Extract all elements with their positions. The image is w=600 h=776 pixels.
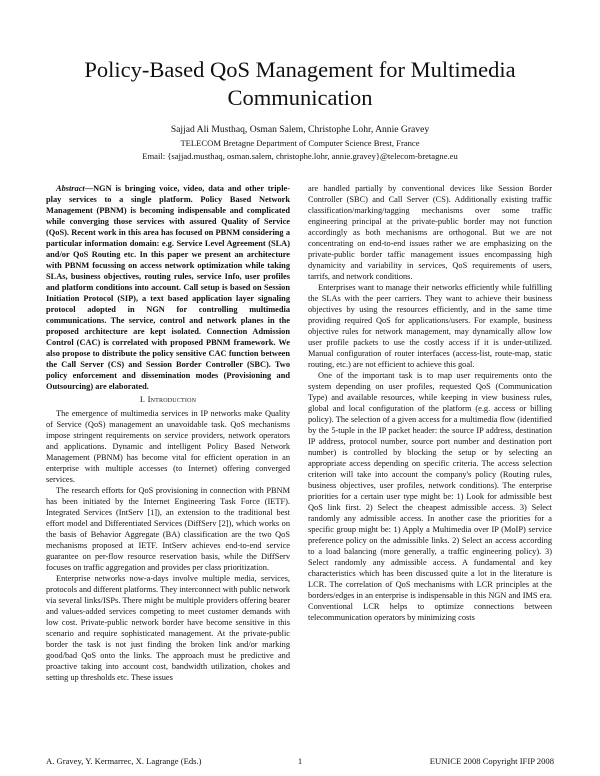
page-number: 1 <box>297 756 303 766</box>
intro-paragraph-1: The emergence of multimedia services in IP networks make Quality of Service (QoS) management an unavoidable task. QoS mechanisms impose stringent requirements on service providers, network operators and applications. Dynamic and intelligent Policy Based Network Management (PBNM) has become vital for efficient operation in an enterprise with multiple accesses (to Internet) offering converged services. <box>46 409 290 484</box>
author-list: Sajjad Ali Musthaq, Osman Salem, Christophe Lohr, Annie Gravey <box>170 124 430 135</box>
footer-editors: A. Gravey, Y. Kermarrec, X. Lagrange (Eds.) <box>46 756 202 766</box>
abstract-label: Abstract <box>56 184 85 193</box>
intro-paragraph-3: Enterprise networks now-a-days involve multiple media, services, protocols and different platforms. They interconnect with public network via several links/ISPs. There might be multiple providers offering bearer and values-added services competing to meet customer demands with low cost. Private-public network border have become sensitive in this scenario and require sophisticated management. At the private-public border the task is not just finding the broken link and/or marking good/bad QoS onto the links. The approach must be predictive and proactive taking into account cost, bandwidth utilization, chokes and setting up thresholds etc. These issues <box>46 574 290 682</box>
section-heading-introduction: I. Introduction <box>139 394 197 404</box>
intro-paragraph-4: Enterprises want to manage their networks efficiently while fulfilling the SLAs with the peer carriers. They want to achieve their business objectives by using the resources efficiently, and in the same time providing required QoS for applications/users. For example, business objective rules for network management, may dynamically allow low user profile packets to use the costly access if it is under-utilized. Manual configuration of router interfaces (access-list, route-map, static routing, etc.) are not efficient to achieve this goal. <box>308 283 552 369</box>
author-emails: Email: {sajjad.musthaq, osman.salem, christophe.lohr, annie.gravey}@telecom-bretagne.eu <box>142 151 458 161</box>
abstract <box>46 183 290 392</box>
abstract-text: —NGN is bringing voice, video, data and other triple-play services to a single platform. Policy Based Network Management (PBNM) is becoming indispensable and complicated while converging those services with assured Quality of Service (QoS). Recent work in this area has focused on PBNM considering a particular information domain: e.g. Service Level Agreement (SLA) and/or QoS Routing etc. In this paper we present an architecture with PBNM focussing on access network optimization while taking SLAs, business objectives, routing rules, service Info, user profiles and platform conditions into account. Call setup is based on Session Initiation Protocol (SIP), a text based application layer signaling protocol adopted in NGN for controlling multimedia communications. The service, control and network planes in the proposed architecture are kept isolated. Connection Admission Control (CAC) is correlated with proposed PBNM framework. We also propose to distribute the policy sensitive CAC function between the Call Server (CS) and Session Border Controller (SBC). Two policy enforcement and dissemination modes (Provisioning and Outsourcing) are elaborated. <box>46 184 290 391</box>
left-column <box>46 183 290 743</box>
intro-paragraph-2: The research efforts for QoS provisioning in connection with PBNM has been initiated by the Internet Engineering Task Force (IETF). Integrated Services (IntServ [1]), an extension to the traditional best effort model and Differentiated Services (DiffServ [2]), which works on the basis of Behavior Aggregate (BA) classification are the two QoS mechanisms proposed at IETF. IntServ achieves end-to-end service guarantee on per-flow resource reservation basis, while the DiffServ focuses on traffic aggregation and provides per class prioritization. <box>46 486 290 572</box>
right-column <box>308 183 552 743</box>
intro-paragraph-3-continued: are handled partially by conventional devices like Session Border Controller (SBC) and Call Server (CS). Additionally existing traffic classification/marking/tagging mechanisms over some traffic engineering principal at the private-public border may not function accordingly as both mechanisms are orthogonal. But we are not concentrating on end-to-end issues rather we are emphasizing on the private-public border taffic management issues encompassing high dynamicity and variability in services, QoS requirements of users, tarrifs, and network conditions. <box>308 184 552 281</box>
paper-title: Policy-Based QoS Management for Multimedia Communication <box>84 57 516 110</box>
intro-paragraph-5: One of the important task is to map user requirements onto the system depending on user profiles, requested QoS (Communication Type) and available resources, while keeping in view business rules, global and local configuration of the platform (e.g. access or billing policy). The selection of a given access for a multimedia flow (identified by the 5-tuple in the IP packet header: the source IP address, destination IP address, protocol number, source port number and destination port number) is controlled by blocking the setup or by selecting an appropriate access depending on specific criteria. The access selection criterion will take into account the company's policy (Routing rules, business objectives, user profiles, network conditions). The enterprise priorities for a certain user type might be: 1) Look for admissible best QoS link first. 2) Select the cheapest admissible access. 3) Select randomly any admissible access. In another case the priorities for a specific group might be: 1) Apply a Multimedia over IP (MoIP) service preference policy on the admissible links. 2) Select an access according to a load balancing (more generally, a traffic engineering policy). 3) Select randomly any admissible access. A fundamental and key characteristics which has been discussed quite a lot in the literature is LCR. The correlation of QoS mechanisms with LCR principles at the borders/edges in an enterprise is indispensable in this NGN and IMS era. Conventional LCR helps to optimize connections between telecommunication operators by minimizing costs <box>308 371 552 622</box>
affiliation: TELECOM Bretagne Department of Computer Science Brest, France <box>180 138 420 148</box>
footer-copyright: EUNICE 2008 Copyright IFIP 2008 <box>429 756 554 766</box>
